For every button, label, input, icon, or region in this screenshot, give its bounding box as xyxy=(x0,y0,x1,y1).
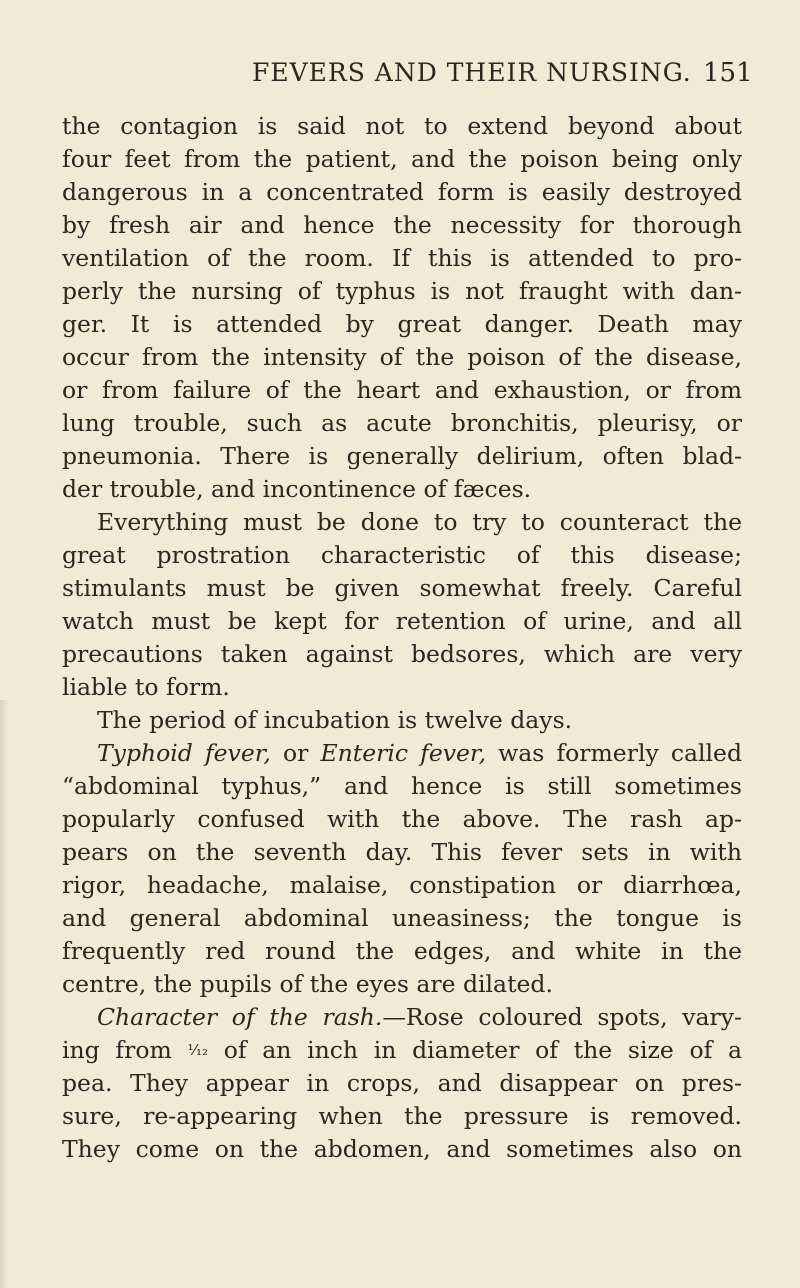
typhoid-fever-term: Typhoid fever, xyxy=(97,739,271,767)
text-line: occur from the intensity of the poison of the disease, xyxy=(62,343,742,371)
rash-heading-rest: —Rose coloured spots, vary- xyxy=(382,1003,742,1031)
text-line: or from failure of the heart and exhaustion, or from xyxy=(62,376,742,404)
rash-size-line xyxy=(62,1034,742,1067)
text-line: popularly confused with the above. The rash ap- xyxy=(62,805,742,833)
typhoid-line xyxy=(62,737,742,770)
text-line: pneumonia. There is generally delirium, often blad- xyxy=(62,442,742,470)
text-line: and general abdominal uneasiness; the tongue is xyxy=(62,904,742,932)
text-line: They come on the abdomen, and sometimes also on xyxy=(62,1135,742,1163)
text-line: pea. They appear in crops, and disappear on pres- xyxy=(62,1069,742,1097)
text-line: great prostration characteristic of this disease; xyxy=(62,541,742,569)
page-number: 151 xyxy=(703,58,753,88)
typhoid-or: or xyxy=(270,739,321,767)
fraction-one-twelfth: ¹⁄₁₂ xyxy=(187,1041,209,1059)
text-line: rigor, headache, malaise, constipation or diarrhœa, xyxy=(62,871,742,899)
enteric-fever-term: Enteric fever, xyxy=(320,739,487,767)
text-line: “abdominal typhus,” and hence is still sometimes xyxy=(62,772,742,800)
text-line: watch must be kept for retention of urine, and all xyxy=(62,607,742,635)
rash-size-end: of an inch in diameter of the size of a xyxy=(208,1036,743,1064)
rash-heading: Character of the rash. xyxy=(97,1003,383,1031)
body-text xyxy=(62,110,742,1166)
text-line: by fresh air and hence the necessity for thorough xyxy=(62,211,742,239)
text-line: ger. It is attended by great danger. Death may xyxy=(62,310,742,338)
text-line: perly the nursing of typhus is not fraught with dan- xyxy=(62,277,742,305)
text-line: four feet from the patient, and the poison being only xyxy=(62,145,742,173)
page-edge-shadow xyxy=(0,700,8,1288)
text-line: pears on the seventh day. This fever sets in with xyxy=(62,838,742,866)
typhoid-line-rest: was formerly called xyxy=(486,739,743,767)
rash-heading-line xyxy=(62,1001,742,1034)
text-line: centre, the pupils of the eyes are dilated. xyxy=(62,970,553,998)
text-line: dangerous in a concentrated form is easily destroyed xyxy=(62,178,742,206)
text-line: The period of incubation is twelve days. xyxy=(97,706,573,734)
running-head-title: FEVERS AND THEIR NURSING. xyxy=(252,58,692,87)
text-line: liable to form. xyxy=(62,673,230,701)
text-line: the contagion is said not to extend beyond about xyxy=(62,112,742,140)
text-line: ventilation of the room. If this is attended to pro- xyxy=(62,244,742,272)
text-line: stimulants must be given somewhat freely. Careful xyxy=(62,574,742,602)
text-line: precautions taken against bedsores, which are very xyxy=(62,640,742,668)
text-line: Everything must be done to try to counteract the xyxy=(97,508,742,536)
text-line: frequently red round the edges, and white in the xyxy=(62,937,742,965)
rash-size-start: ing from xyxy=(62,1036,188,1064)
text-line: sure, re-appearing when the pressure is removed. xyxy=(62,1102,742,1130)
running-header xyxy=(0,58,800,98)
text-line: der trouble, and incontinence of fæces. xyxy=(62,475,532,503)
text-line: lung trouble, such as acute bronchitis, pleurisy, or xyxy=(62,409,742,437)
